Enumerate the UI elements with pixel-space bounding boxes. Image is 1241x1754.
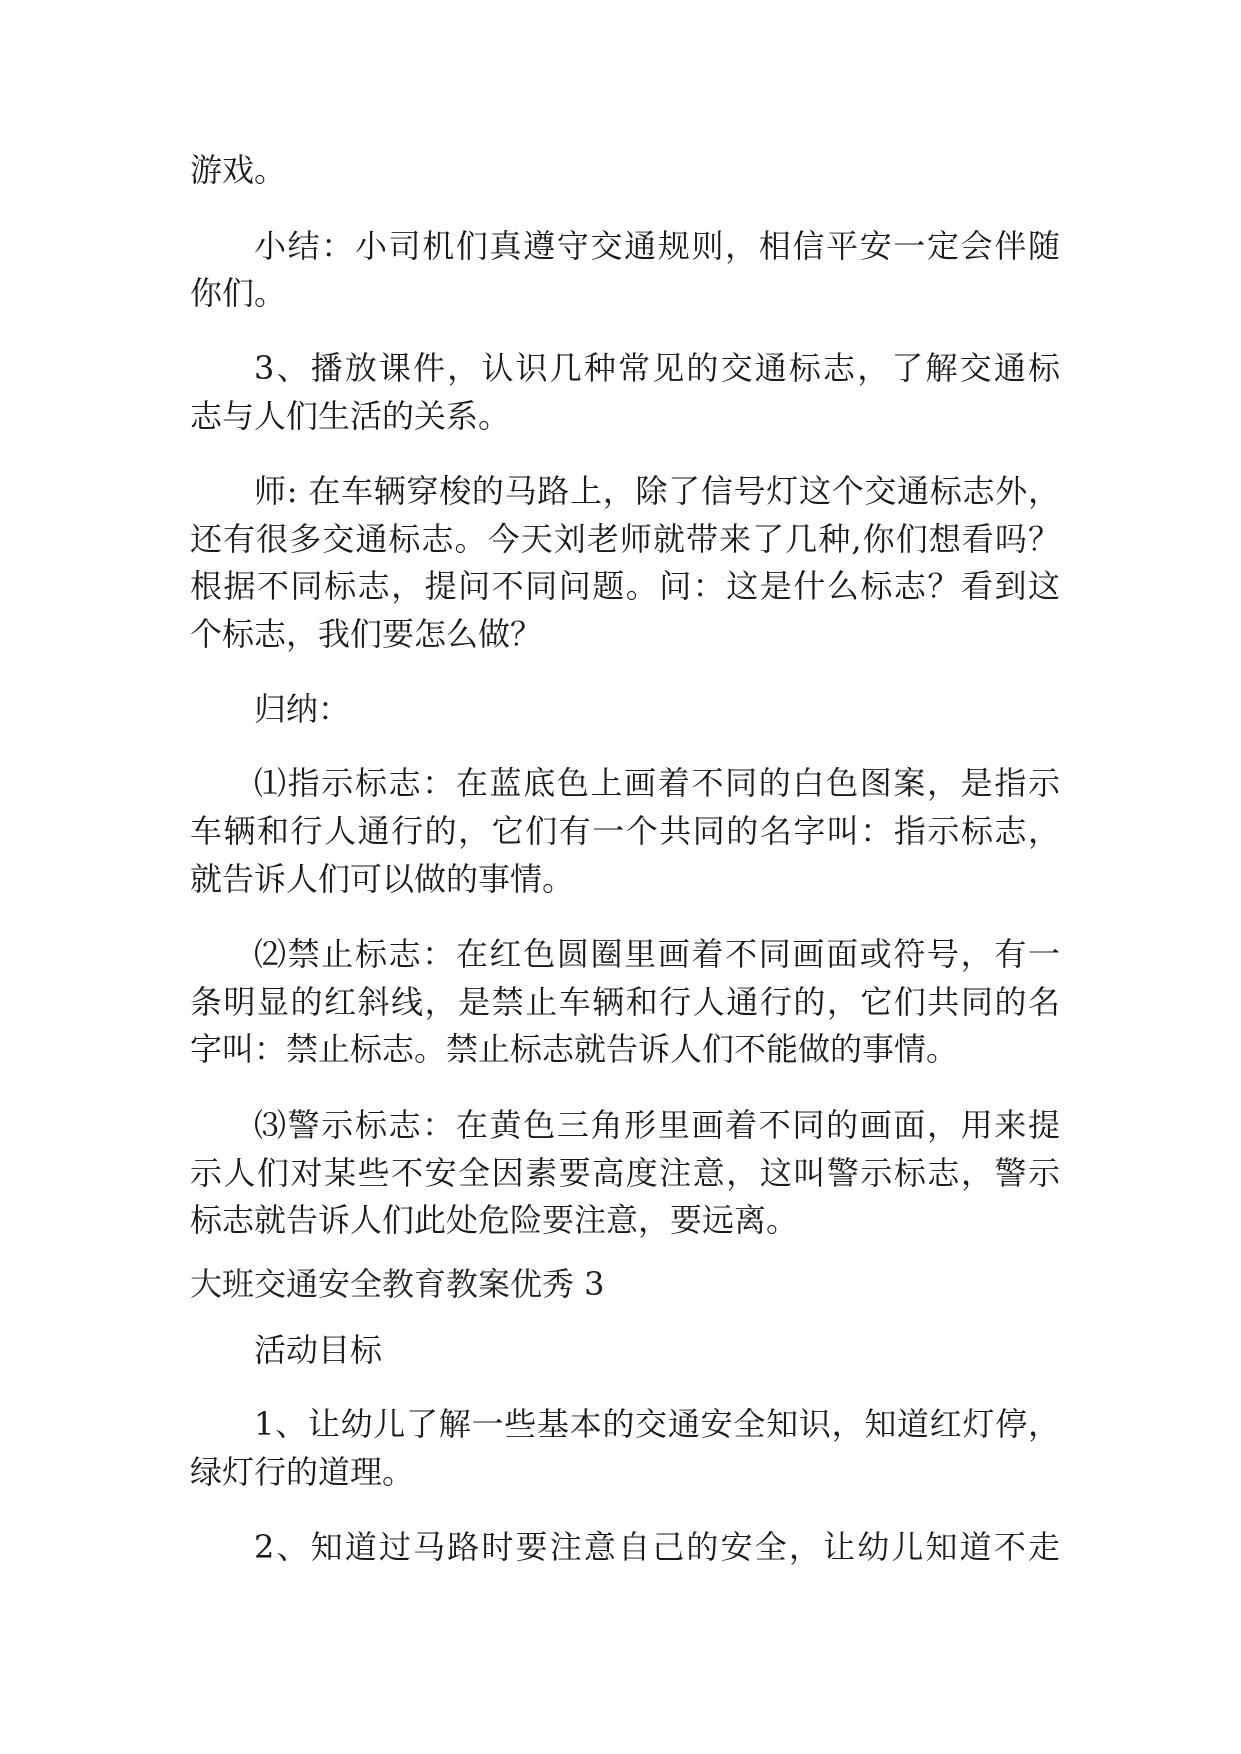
paragraph-line: 还有很多交通标志。今天刘老师就带来了几种,你们想看吗？ (190, 520, 1060, 558)
paragraph-line: ⑴指示标志：在蓝底色上画着不同的白色图案，是指示 (254, 764, 1060, 802)
paragraph-line: 字叫：禁止标志。禁止标志就告诉人们不能做的事情。 (190, 1030, 959, 1068)
paragraph-line: ⑵禁止标志：在红色圆圈里画着不同画面或符号，有一 (254, 935, 1060, 973)
paragraph-line: 游戏。 (190, 151, 287, 189)
paragraph-line: 志与人们生活的关系。 (190, 397, 511, 435)
paragraph-line: 小结：小司机们真遵守交通规则，相信平安一定会伴随 (254, 227, 1060, 265)
section-heading: 大班交通安全教育教案优秀 3 (190, 1265, 605, 1303)
paragraph-line: 条明显的红斜线，是禁止车辆和行人通行的，它们共同的名 (190, 983, 1060, 1021)
paragraph-line: 你们。 (190, 274, 287, 312)
paragraph-line: 示人们对某些不安全因素要高度注意，这叫警示标志，警示 (190, 1154, 1060, 1192)
paragraph-line: 根据不同标志，提问不同问题。问：这是什么标志？看到这 (190, 567, 1060, 605)
paragraph-line: 2、知道过马路时要注意自己的安全，让幼儿知道不走 (254, 1528, 1060, 1566)
paragraph-line: 车辆和行人通行的，它们有一个共同的名字叫：指示标志， (190, 812, 1060, 850)
paragraph-line: 标志就告诉人们此处危险要注意，要远离。 (190, 1201, 799, 1239)
paragraph-line: 就告诉人们可以做的事情。 (190, 860, 575, 898)
paragraph-line: 绿灯行的道理。 (190, 1453, 415, 1491)
paragraph-line: 1、让幼儿了解一些基本的交通安全知识，知道红灯停， (254, 1405, 1060, 1443)
paragraph-line: 活动目标 (254, 1331, 383, 1369)
paragraph-line: 归纳： (254, 690, 351, 728)
paragraph-line: 师: 在车辆穿梭的马路上，除了信号灯这个交通标志外， (254, 472, 1060, 510)
paragraph-line: 3、播放课件，认识几种常见的交通标志，了解交通标 (254, 349, 1060, 387)
paragraph-line: 个标志，我们要怎么做？ (190, 615, 543, 653)
paragraph-line: ⑶警示标志：在黄色三角形里画着不同的画面，用来提 (254, 1106, 1060, 1144)
